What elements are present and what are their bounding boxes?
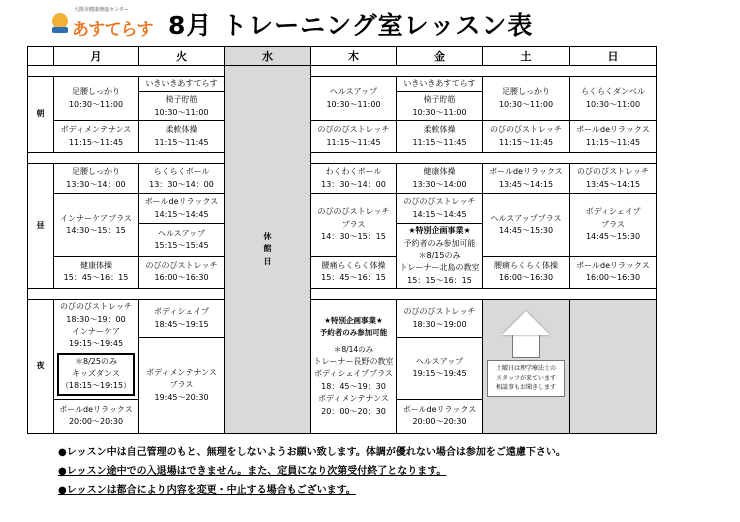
logo-subtitle: 大阪市健康増進センター — [74, 7, 129, 13]
lesson-cell — [570, 194, 657, 256]
note-1: ●レッスン中は自己管理のもと、無理をしないようお願い致します。体調が優れない場合は参加をご遠慮下さい。 — [58, 447, 566, 458]
lesson-time: 19:15～19:45 — [68, 339, 124, 349]
note-3: ●レッスンは都合により内容を変更・中止する場合もございます。 — [58, 485, 356, 496]
lesson-name: のびのびストレッチ — [577, 167, 649, 177]
lesson-cell — [397, 194, 483, 224]
lesson-name: らくらくダンベル — [580, 87, 646, 97]
note-line: 相談事もお聞きします — [495, 384, 556, 392]
kids-dance-name: キッズダンス — [72, 369, 120, 379]
lesson-time: 10:30～11:00 — [498, 99, 554, 109]
lesson-name: のびのびストレッチ — [403, 197, 476, 207]
day-header-mon: 月 — [54, 47, 139, 66]
lesson-cell — [397, 164, 483, 194]
note-line: スタッフが来ています — [495, 374, 556, 382]
lesson-time: 10:30～11:00 — [412, 107, 467, 117]
day-header-fri: 金 — [397, 47, 483, 66]
day-header-sat: 土 — [483, 47, 570, 66]
lesson-name: のびのびストレッチ — [60, 302, 132, 312]
lesson-name: ボールdeリラックス — [489, 167, 563, 177]
lesson-cell — [483, 194, 570, 256]
lesson-name: ボディメンテナンス — [60, 125, 132, 135]
lesson-cell — [54, 164, 139, 194]
lesson-name: 椅子貯筋 — [423, 95, 456, 105]
special-event-note: 予約者のみ参加可能 — [403, 238, 476, 248]
kids-dance-time: （18:15～19:15） — [60, 381, 132, 391]
wednesday-closed-cell — [225, 66, 311, 434]
kids-dance-date: ＊8/25のみ — [75, 356, 117, 366]
lesson-cell — [54, 300, 139, 400]
lesson-time: 11:15～11:45 — [585, 137, 641, 147]
lesson-cell — [54, 399, 139, 433]
lesson-time: 11:15～11:45 — [154, 137, 209, 147]
lesson-name: のびのびストレッチ — [317, 207, 390, 217]
closed-char-3: 日 — [263, 256, 272, 266]
lesson-name: 椅子貯筋 — [165, 95, 198, 105]
lesson-cell — [139, 121, 225, 153]
lesson-name: 健康体操 — [80, 260, 112, 270]
lesson-time: 16:00～16:30 — [154, 273, 209, 283]
period-noon: 昼 — [28, 164, 54, 289]
lesson-cell — [483, 256, 570, 288]
lesson-cell — [139, 300, 225, 338]
day-header-wed: 水 — [225, 47, 311, 66]
up-arrow-stem — [513, 335, 539, 357]
lesson-schedule-table — [27, 46, 657, 434]
lesson-name: ボディシェイプ — [154, 307, 209, 317]
kids-dance-box — [57, 353, 135, 396]
lesson-name: 足腰しっかり — [72, 167, 120, 177]
special-event-trainer: トレーナー北島の教室 — [399, 263, 480, 273]
spacer — [28, 66, 225, 77]
lesson-cell — [311, 164, 397, 194]
period-night: 夜 — [28, 300, 54, 434]
lesson-time: 18:45～19:15 — [154, 319, 209, 329]
lesson-time: 20:00～20:30 — [68, 417, 124, 427]
lesson-name: 柔軟体操 — [165, 125, 198, 135]
lesson-name: ヘルスアップ — [415, 357, 464, 367]
lesson-time: 20:00～20:30 — [412, 417, 467, 427]
lesson-cell — [570, 164, 657, 194]
lesson-name: ボールdeリラックス — [576, 260, 650, 270]
lesson-time: 11:15～11:45 — [326, 137, 381, 147]
special-event-trainer: トレーナー長野の教室 — [313, 356, 394, 366]
lesson-name: 腰痛らくらく体操 — [494, 260, 558, 270]
lesson-cell — [570, 121, 657, 153]
special-event-note: 予約者のみ参加可能 — [319, 327, 388, 337]
lesson-cell — [483, 164, 570, 194]
special-event-time: 20：00～20：30 — [321, 406, 386, 416]
lesson-time: 19:45～20:30 — [154, 392, 209, 402]
lesson-name: ボールdeリラックス — [59, 404, 133, 414]
lesson-cell — [570, 77, 657, 121]
lesson-name: 足腰しっかり — [502, 87, 550, 97]
lesson-cell — [311, 77, 397, 121]
lesson-time: 13:45～14:15 — [585, 179, 641, 189]
lesson-time: 10:30～11:00 — [154, 107, 209, 117]
lesson-cell — [397, 121, 483, 153]
lesson-cell — [54, 121, 139, 153]
lesson-name: ヘルスアッププラス — [490, 213, 562, 223]
lesson-time: 11:15～11:45 — [498, 137, 554, 147]
lesson-name: のびのびストレッチ — [317, 125, 390, 135]
lesson-name: ボールdeリラックス — [576, 125, 650, 135]
lesson-name: ボディメンテナンス — [146, 367, 217, 377]
lesson-time: 15：45～16：15 — [63, 273, 129, 283]
spacer — [311, 289, 657, 300]
note-line: 土曜日は理学療法士の — [495, 365, 556, 373]
lesson-name: わくわくボール — [325, 167, 382, 177]
lesson-time: 10:30～11:00 — [585, 99, 641, 109]
special-event-lesson: ボディメンテナンス — [318, 394, 389, 404]
therapist-note — [488, 361, 564, 396]
lesson-time: 14:45～15:30 — [585, 232, 641, 242]
lesson-time: 18:30～19：00 — [66, 314, 126, 324]
lesson-cell — [139, 256, 225, 288]
lesson-name-suffix: プラス — [341, 219, 366, 229]
special-event-lesson: ボディシェイププラス — [314, 369, 393, 379]
lesson-time: 13:45～14:15 — [498, 179, 554, 189]
special-event-cell — [397, 224, 483, 289]
lesson-time: 14:15～14:45 — [154, 209, 209, 219]
lesson-time: 11:15～11:45 — [412, 137, 467, 147]
lesson-name: ヘルスアップ — [329, 87, 378, 97]
sunday-empty-cell — [570, 300, 657, 434]
lesson-name: 足腰しっかり — [72, 87, 120, 97]
lesson-time: 14：30～15：15 — [321, 232, 386, 242]
spacer — [28, 153, 225, 164]
lesson-cell — [483, 77, 570, 121]
lesson-cell — [139, 194, 225, 224]
special-event-time: 18：45～19：30 — [321, 381, 386, 391]
lesson-time: 10:30～11:00 — [68, 99, 124, 109]
lesson-name: 柔軟体操 — [423, 125, 456, 135]
lesson-cell — [397, 399, 483, 433]
lesson-cell — [54, 194, 139, 256]
closed-char-1: 休 — [263, 231, 272, 241]
lesson-cell — [397, 300, 483, 338]
lesson-cell — [397, 77, 483, 121]
lesson-name: のびのびストレッチ — [490, 125, 562, 135]
lesson-time: 13：30～14：00 — [321, 179, 386, 189]
lesson-cell — [54, 256, 139, 288]
lesson-cell — [139, 77, 225, 121]
lesson-time: 13:30～14:00 — [412, 179, 467, 189]
notes — [58, 443, 678, 500]
lesson-cell — [54, 77, 139, 121]
lesson-name: インナーケアプラス — [60, 213, 132, 223]
lesson-cell — [311, 121, 397, 153]
lesson-name: ヘルスアップ — [157, 228, 206, 238]
up-arrow-icon — [502, 311, 550, 335]
lesson-time: 15:15～15:45 — [154, 240, 209, 250]
lesson-time: 19:15～19:45 — [412, 369, 467, 379]
logo-name: あすてらす — [72, 20, 153, 40]
lesson-name: のびのびストレッチ — [403, 307, 476, 317]
spacer — [28, 289, 225, 300]
lesson-time: 14:30～15：15 — [66, 225, 126, 235]
lesson-cell — [311, 256, 397, 288]
lesson-name: ボディシェイプ — [585, 207, 641, 217]
lesson-name: 腰痛らくらく体操 — [321, 260, 386, 270]
lesson-time: 11:15～11:45 — [68, 137, 124, 147]
special-event-title: ★特別企画事業★ — [324, 316, 383, 326]
note-2: ●レッスン途中での入退場はできません。また、定員になり次第受付終了となります。 — [58, 466, 447, 477]
lesson-cell — [311, 194, 397, 256]
period-morning: 朝 — [28, 77, 54, 153]
corner-cell — [28, 47, 54, 66]
lesson-cell — [139, 338, 225, 434]
lesson-time: 13：30～14：00 — [149, 179, 214, 189]
closed-char-2: 館 — [263, 244, 272, 254]
lesson-name: ボールdeリラックス — [402, 404, 477, 414]
lesson-tag: いきいきあすてらす — [397, 77, 482, 92]
page-title: 8月 トレーニング室レッスン表 — [168, 11, 534, 40]
special-event-title: ★特別企画事業★ — [408, 226, 471, 236]
special-event-date: ＊8/15のみ — [418, 250, 461, 260]
lesson-time: 15：45～16：15 — [321, 273, 386, 283]
lesson-name: インナーケア — [72, 326, 120, 336]
logo — [50, 4, 153, 42]
lesson-cell — [570, 256, 657, 288]
lesson-name-suffix: プラス — [601, 219, 625, 229]
header-row — [28, 47, 657, 66]
lesson-name: ボールdeリラックス — [144, 197, 219, 207]
special-event-cell — [311, 300, 397, 434]
special-event-date: ＊8/14のみ — [333, 345, 374, 355]
day-header-sun: 日 — [570, 47, 657, 66]
lesson-tag: いきいきあすてらす — [139, 77, 224, 92]
spacer — [311, 153, 657, 164]
lesson-time: 10:30～11:00 — [326, 99, 381, 109]
saturday-note-cell — [483, 300, 570, 434]
lesson-name-suffix: プラス — [169, 380, 194, 390]
special-event-time: 15：15～16：15 — [407, 275, 472, 285]
lesson-time: 18:30～19:00 — [412, 319, 467, 329]
lesson-time: 16:00～16:30 — [498, 273, 554, 283]
lesson-cell — [397, 338, 483, 400]
lesson-time: 13:30～14：00 — [66, 179, 126, 189]
lesson-name: 健康体操 — [423, 167, 456, 177]
logo-mark-icon — [50, 12, 70, 34]
spacer — [311, 66, 657, 77]
lesson-time: 14:45～15:30 — [498, 225, 554, 235]
lesson-name: らくらくボール — [153, 167, 210, 177]
lesson-time: 14:15～14:45 — [412, 209, 467, 219]
lesson-name: のびのびストレッチ — [145, 260, 218, 270]
lesson-time: 16:00～16:30 — [585, 273, 641, 283]
lesson-cell — [139, 164, 225, 194]
day-header-tue: 火 — [139, 47, 225, 66]
day-header-thu: 木 — [311, 47, 397, 66]
lesson-cell — [139, 224, 225, 256]
lesson-cell — [483, 121, 570, 153]
